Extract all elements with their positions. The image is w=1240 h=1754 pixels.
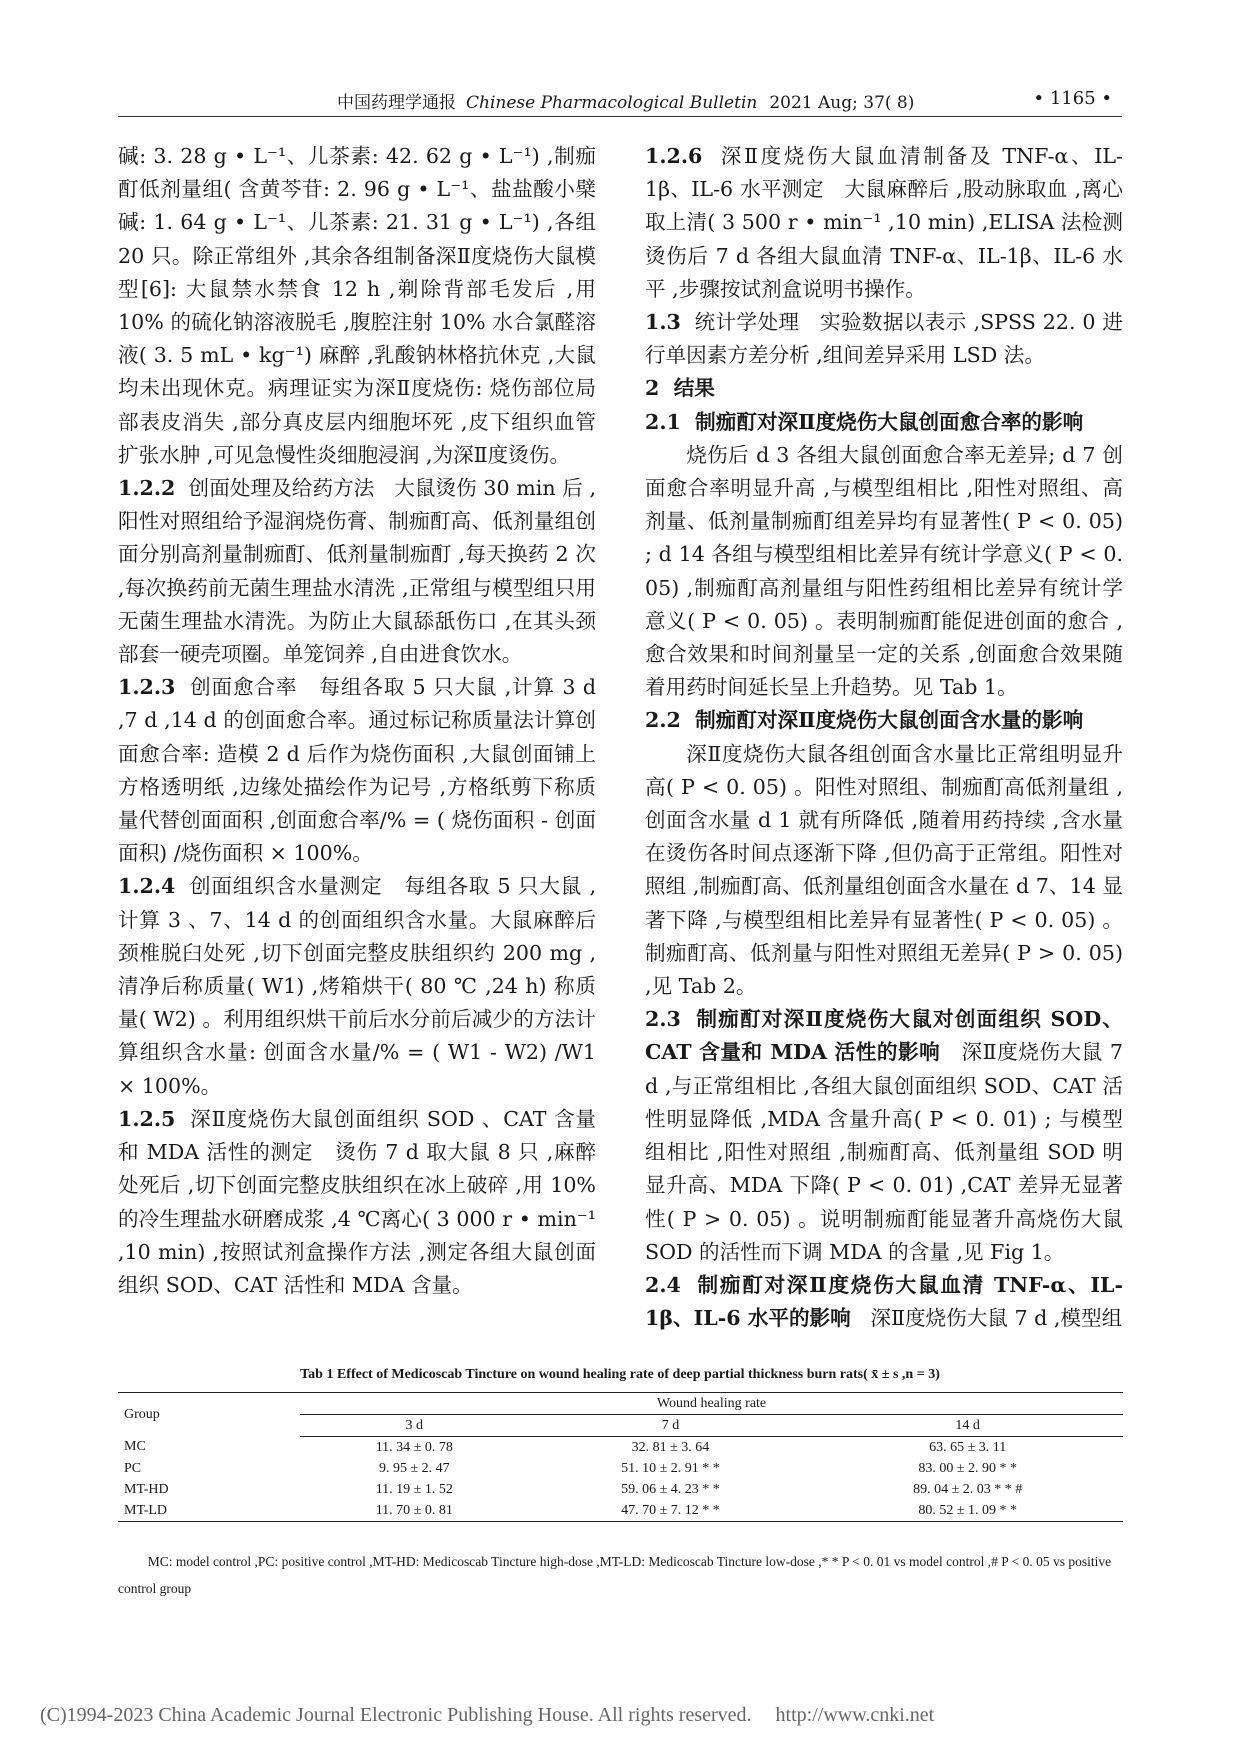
copyright-text: (C)1994-2023 China Academic Journal Electronic Publishing House. All rights reserved. <box>40 1704 752 1726</box>
paragraph: 烧伤后 d 3 各组大鼠创面愈合率无差异; d 7 创面愈合率明显升高 ,与模型组相比 ,阳性对照组、高剂量、低剂量制痂酊组差异均有显著性( P < 0. 05) ; d 14 各组与模型组相比差异有统计学意义( P < 0. 05) ,制痂酊高剂量组与阳性药组相比差异有统计学意义( P < 0. 05) 。表明制痂酊能促进创面的愈合 ,愈合效果和时间剂量呈一定的关系 ,创面愈合效果随着用药时间延长呈上升趋势。见 Tab 1。 <box>645 442 1123 700</box>
value-cell: 80. 52 ± 1. 09 * * <box>812 1500 1123 1522</box>
value-cell: 83. 00 ± 2. 90 * * <box>918 1460 1017 1476</box>
copyright-footer <box>40 1704 1220 1727</box>
running-title <box>337 88 914 113</box>
subsection: 2.3 制痂酊对深Ⅱ度烧伤大鼠对创面组织 SOD、CAT 含量和 MDA 活性的影响 深Ⅱ度烧伤大鼠 7 d ,与正常组相比 ,各组大鼠创面组织 SOD、CAT 活性明显降低 ,MDA 含量升高( P < 0. 01) ; 与模型组相比 ,阳性对照组 ,制痂酊高、低剂量组 SOD 明显升高、MDA 下降( P < 0. 01) ,CAT 差异无显著性( P > 0. 05) 。说明制痂酊能显著升高烧伤大鼠 SOD 的活性而下调 MDA 的含量 ,见 Fig 1。 <box>645 1007 1123 1264</box>
column-header: 3 d <box>300 1415 529 1437</box>
section-heading: 2 结果 <box>645 376 715 401</box>
issue-info: 2021 Aug; 37( 8) <box>769 93 915 113</box>
page-number: • 1165 • <box>1033 88 1112 109</box>
right-column <box>645 140 1123 1335</box>
group-header: Group <box>118 1393 300 1437</box>
span-header: Wound healing rate <box>300 1393 1123 1415</box>
column-header: 14 d <box>812 1415 1123 1437</box>
journal-title-en: Chinese Pharmacological Bulletin <box>466 93 758 113</box>
left-column <box>118 140 596 1302</box>
value-cell: 11. 70 ± 0. 81 <box>300 1500 529 1522</box>
subsection: 1.3 统计学处理 实验数据以表示 ,SPSS 22. 0 进行单因素方差分析 ,组间差异采用 LSD 法。 <box>645 310 1124 368</box>
table-row <box>118 1500 1123 1522</box>
value-cell: 11. 34 ± 0. 78 <box>375 1439 453 1455</box>
group-cell: MT-LD <box>118 1500 300 1522</box>
table-footnote: MC: model control ,PC: positive control ,MT-HD: Medicoscab Tincture high-dose ,MT-LD: Medicoscab Tincture low-dose ,* * P < 0. 01 vs model control ,# P < 0. 05 vs positive control group <box>118 1554 1112 1596</box>
subsection: 1.2.4 创面组织含水量测定 每组各取 5 只大鼠 ,计算 3 、7、14 d 的创面组织含水量。大鼠麻醉后颈椎脱臼处死 ,切下创面完整皮肤组织约 200 mg ,清净后称质量( W1) ,烤箱烘干( 80 ℃ ,24 h) 称质量( W2) 。利用组织烘干前后水分前后减少的方法计算组织含水量: 创面含水量/% = ( W1 - W2) /W1 × 100%。 <box>118 874 596 1098</box>
table-row <box>118 1437 1123 1459</box>
header-rule <box>118 116 1122 117</box>
value-cell: 63. 65 ± 3. 11 <box>929 1439 1007 1455</box>
value-cell: 51. 10 ± 2. 91 * * <box>621 1460 720 1476</box>
group-cell: PC <box>124 1460 142 1476</box>
group-cell: MT-HD <box>124 1481 169 1497</box>
subsection: 1.2.3 创面愈合率 每组各取 5 只大鼠 ,计算 3 d ,7 d ,14 d 的创面愈合率。通过标记称质量法计算创面愈合率: 造模 2 d 后作为烧伤面积 ,大鼠创面铺上方格透明纸 ,边缘处描绘作为记号 ,方格纸剪下称质量代替创面面积 ,创面愈合率/% = ( 烧伤面积 - 创面面积) /烧伤面积 × 100%。 <box>118 675 597 866</box>
paragraph: 深Ⅱ度烧伤大鼠各组创面含水量比正常组明显升高( P < 0. 05) 。阳性对照组、制痂酊高低剂量组 ,创面含水量 d 1 就有所降低 ,随着用药持续 ,含水量在烫伤各时间点逐渐下降 ,但仍高于正常组。阳性对照组 ,制痂酊高、低剂量组创面含水量在 d 7、14 显著下降 ,与模型组相比差异有显著性( P < 0. 05) 。制痂酊高、低剂量与阳性对照组无差异( P > 0. 05) ,见 Tab 2。 <box>645 741 1123 999</box>
table-title: Tab 1 Effect of Medicoscab Tincture on wound healing rate of deep partial thickness burn rats( x̄ ± s ,n = 3) <box>300 1367 940 1382</box>
column-header: 7 d <box>529 1415 813 1437</box>
value-cell: 89. 04 ± 2. 03 * * # <box>913 1481 1023 1497</box>
value-cell: 32. 81 ± 3. 64 <box>631 1439 710 1455</box>
value-cell: 11. 19 ± 1. 52 <box>375 1481 453 1497</box>
subsection: 1.2.6 深Ⅱ度烧伤大鼠血清制备及 TNF-α、IL-1β、IL-6 水平测定 大鼠麻醉后 ,股动脉取血 ,离心取上清( 3 500 r • min⁻¹ ,10 min) ,ELISA 法检测烫伤后 7 d 各组大鼠血清 TNF-α、IL-1β、IL-6 水平 ,步骤按试剂盒说明书操作。 <box>645 144 1124 301</box>
value-cell: 47. 70 ± 7. 12 * * <box>529 1500 813 1522</box>
section-heading: 2.2 制痂酊对深Ⅱ度烧伤大鼠创面含水量的影响 <box>645 708 1084 733</box>
paragraph: 碱: 3. 28 g • L⁻¹、儿茶素: 42. 62 g • L⁻¹) ,制痂酊低剂量组( 含黄芩苷: 2. 96 g • L⁻¹、盐盐酸小檗碱: 1. 64 g • L⁻¹、儿茶素: 21. 31 g • L⁻¹) ,各组 20 只。除正常组外 ,其余各组制备深Ⅱ度烧伤大鼠模型[6]: 大鼠禁水禁食 12 h ,剃除背部毛发后 ,用 10% 的硫化钠溶液脱毛 ,腹腔注射 10% 水合氯醛溶液( 3. 5 mL • kg⁻¹) 麻醉 ,乳酸钠林格抗休克 ,大鼠均未出现休克。病理证实为深Ⅱ度烧伤: 烧伤部位局部表皮消失 ,部分真皮层内细胞坏死 ,皮下组织血管扩张水肿 ,可见急慢性炎细胞浸润 ,为深Ⅱ度烫伤。 <box>118 144 596 467</box>
table-row <box>118 1479 1123 1500</box>
table-row <box>118 1458 1123 1479</box>
value-cell: 9. 95 ± 2. 47 <box>378 1460 450 1476</box>
page-header <box>0 86 1240 118</box>
value-cell: 59. 06 ± 4. 23 * * <box>621 1481 720 1497</box>
wound-healing-table <box>118 1392 1123 1522</box>
subsection: 1.2.2 创面处理及给药方法 大鼠烫伤 30 min 后 ,阳性对照组给予湿润烧伤膏、制痂酊高、低剂量组创面分别高剂量制痂酊、低剂量制痂酊 ,每天换药 2 次 ,每次换药前无菌生理盐水清洗 ,正常组与模型组只用无菌生理盐水清洗。为防止大鼠舔舐伤口 ,在其头颈部套一硬壳项圈。单笼饲养 ,自由进食饮水。 <box>118 476 597 667</box>
subsection: 1.2.5 深Ⅱ度烧伤大鼠创面组织 SOD 、CAT 含量和 MDA 活性的测定 烫伤 7 d 取大鼠 8 只 ,麻醉处死后 ,切下创面完整皮肤组织在冰上破碎 ,用 10% 的冷生理盐水研磨成浆 ,4 ℃离心( 3 000 r • min⁻¹ ,10 min) ,按照试剂盒操作方法 ,测定各组大鼠创面组织 SOD、CAT 活性和 MDA 含量。 <box>118 1106 596 1297</box>
section-heading: 2.1 制痂酊对深Ⅱ度烧伤大鼠创面愈合率的影响 <box>645 409 1084 434</box>
subsection: 2.4 制痂酊对深Ⅱ度烧伤大鼠血清 TNF-α、IL-1β、IL-6 水平的影响 深Ⅱ度烧伤大鼠 7 d ,模型组 <box>645 1272 1123 1331</box>
footer-url: http://www.cnki.net <box>775 1704 935 1726</box>
journal-title-cn: 中国药理学通报 <box>337 93 456 113</box>
group-cell: MC <box>124 1439 146 1455</box>
